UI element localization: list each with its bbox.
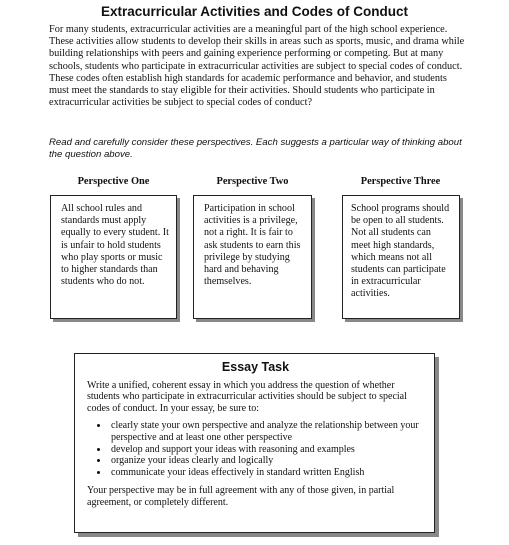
perspective-one-box [50,195,177,319]
perspective-one-text: All school rules and standards must apply equally to every student. It is unfair to hold students who play sports or music to higher standards than students who do not. [61,203,169,288]
intro-paragraph: For many students, extracurricular activities are a meaningful part of the high school experience. These activities allow students to develop their skills in areas such as sports, music, and drama while building relationships with peers and gaining experience performing or competing. But at many schools, students who participate in extracurricular activities are subject to special codes of conduct. These codes often establish high standards for academic performance and behavior, and students must meet the standards to stay eligible for their activities. Should students who participate in extracurricular activities be subject to special codes of conduct? [49,24,465,109]
instructions: Read and carefully consider these perspectives. Each suggests a particular way of thinking about the question above. [49,137,462,160]
essay-task-list [87,420,424,478]
perspective-three-heading: Perspective Three [360,176,441,187]
essay-task-bullet: • develop and support your ideas with reasoning and examples [109,444,424,456]
page-title: Extracurricular Activities and Codes of Conduct [100,4,409,19]
perspective-one-heading: Perspective One [77,176,150,187]
essay-task-closing: Your perspective may be in full agreement with any of those given, in partial agreement, or completely different. [87,485,395,508]
essay-task-bullet: • communicate your ideas effectively in standard written English [109,467,424,479]
essay-task-heading: Essay Task [221,360,290,374]
perspective-three-text: School programs should be open to all students. Not all students can meet high standards, which means not all students can participate in extracurricular activities. [351,203,450,300]
essay-task-box [74,353,435,533]
perspective-two-heading: Perspective Two [216,176,289,187]
perspective-two-text: Participation in school activities is a privilege, not a right. It is fair to ask students to earn this privilege by studying hard and behaving themselves. [204,203,301,288]
perspective-three-box [342,195,460,319]
essay-task-bullet: • organize your ideas clearly and logically [109,455,424,467]
perspective-two-box [193,195,312,319]
essay-task-intro: Write a unified, coherent essay in which you address the question of whether students who participate in extracurricular activities should be subject to special codes of conduct. In your essay, be sure to: [87,379,407,414]
essay-task-bullet: • clearly state your own perspective and analyze the relationship between your perspective and at least one other perspective [109,420,424,443]
